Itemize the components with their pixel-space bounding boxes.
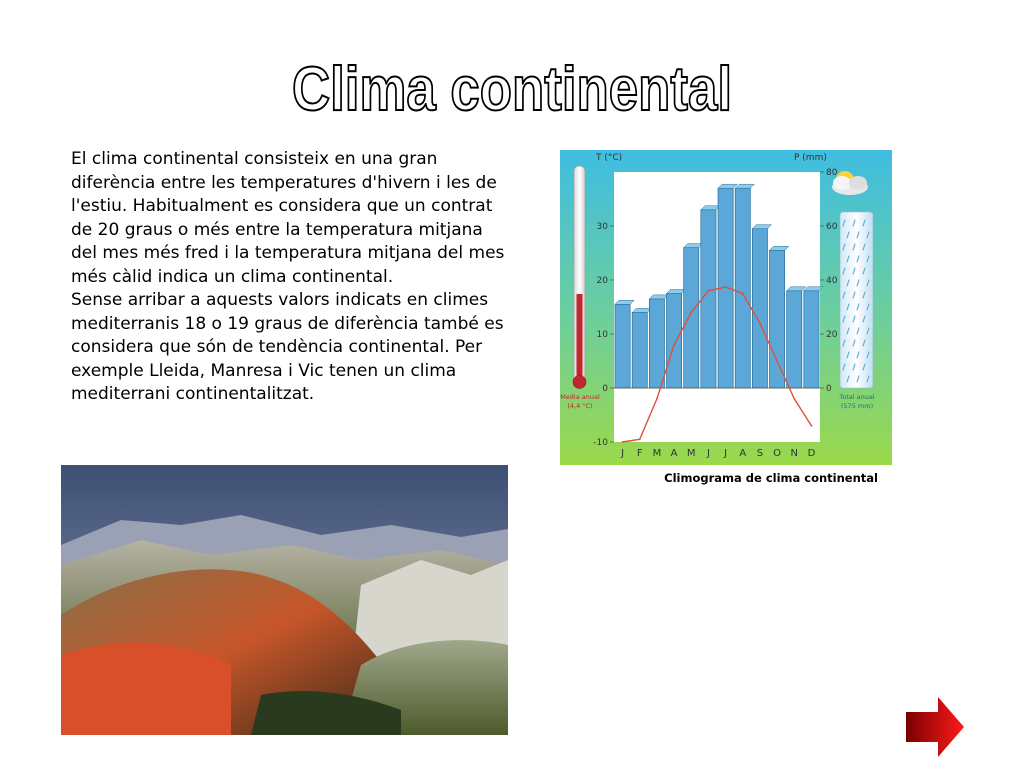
next-slide-arrow-icon[interactable]: [906, 697, 966, 757]
month-label: J: [724, 448, 728, 459]
temperature-point: [793, 398, 795, 400]
title-text: Clima continental: [292, 55, 732, 124]
left-tick-label: 0: [602, 384, 608, 394]
right-tick-label: 60: [826, 222, 838, 232]
temperature-point: [708, 290, 710, 292]
month-label: J: [706, 448, 710, 459]
month-label: D: [807, 448, 816, 459]
temperature-point: [622, 441, 624, 443]
right-axis-title: P (mm): [794, 153, 827, 163]
left-tick-label: 10: [596, 330, 608, 340]
slide-title: [0, 40, 1024, 130]
month-label: A: [739, 448, 747, 459]
month-label: N: [790, 448, 798, 459]
month-label: O: [773, 448, 782, 459]
temperature-point: [742, 293, 744, 295]
right-tick-label: 0: [826, 384, 832, 394]
left-tick-label: -10: [593, 438, 608, 448]
left-axis-title: T (°C): [596, 153, 623, 163]
month-label: F: [636, 448, 643, 459]
month-label: A: [670, 448, 678, 459]
thermometer-icon: [573, 166, 586, 389]
right-tick-label: 20: [826, 330, 838, 340]
paragraph-1: El clima continental consisteix en una gran diferència entre les temperatures d'hivern i les de l'estiu. Habitualment es considera que un contrat de 20 graus o més entre la temperatura mitjana del mes més fred i la temperatura mitjana del mes més càlid indica un clima continental.: [71, 149, 505, 287]
temperature-point: [690, 312, 692, 314]
month-label: S: [756, 448, 764, 459]
chart-caption: Climograma de clima continental: [664, 471, 878, 485]
right-tick-label: 80: [826, 168, 838, 178]
temperature-point: [725, 286, 727, 288]
right-annotation-2: (575 mm): [840, 402, 874, 410]
mountain-landscape-photo: [61, 465, 508, 735]
right-annotation-1: Total anual: [839, 393, 875, 401]
temperature-point: [776, 360, 778, 362]
temperature-point: [656, 398, 658, 400]
month-label: J: [621, 448, 625, 459]
paragraph-2: Sense arribar a aquests valors indicats en climes mediterranis 18 o 19 graus de diferència també es considera que són de tendència continental. Per exemple Lleida, Manresa i Vic tenen un clima mediterrani continentalitzat.: [71, 290, 504, 404]
temperature-point: [673, 344, 675, 346]
temperature-point: [759, 322, 761, 324]
right-tick-label: 40: [826, 276, 838, 286]
climogram-chart: [560, 150, 892, 465]
temperature-point: [639, 438, 641, 440]
left-tick-label: 30: [596, 222, 608, 232]
left-annotation-1: Media anual: [560, 393, 600, 401]
body-text: [71, 148, 511, 407]
rain-gauge-icon: [840, 212, 873, 388]
month-label: M: [686, 448, 696, 459]
left-annotation-2: (4,4 °C): [567, 402, 593, 410]
month-label: M: [652, 448, 662, 459]
left-tick-label: 20: [596, 276, 608, 286]
temperature-point: [811, 425, 813, 427]
